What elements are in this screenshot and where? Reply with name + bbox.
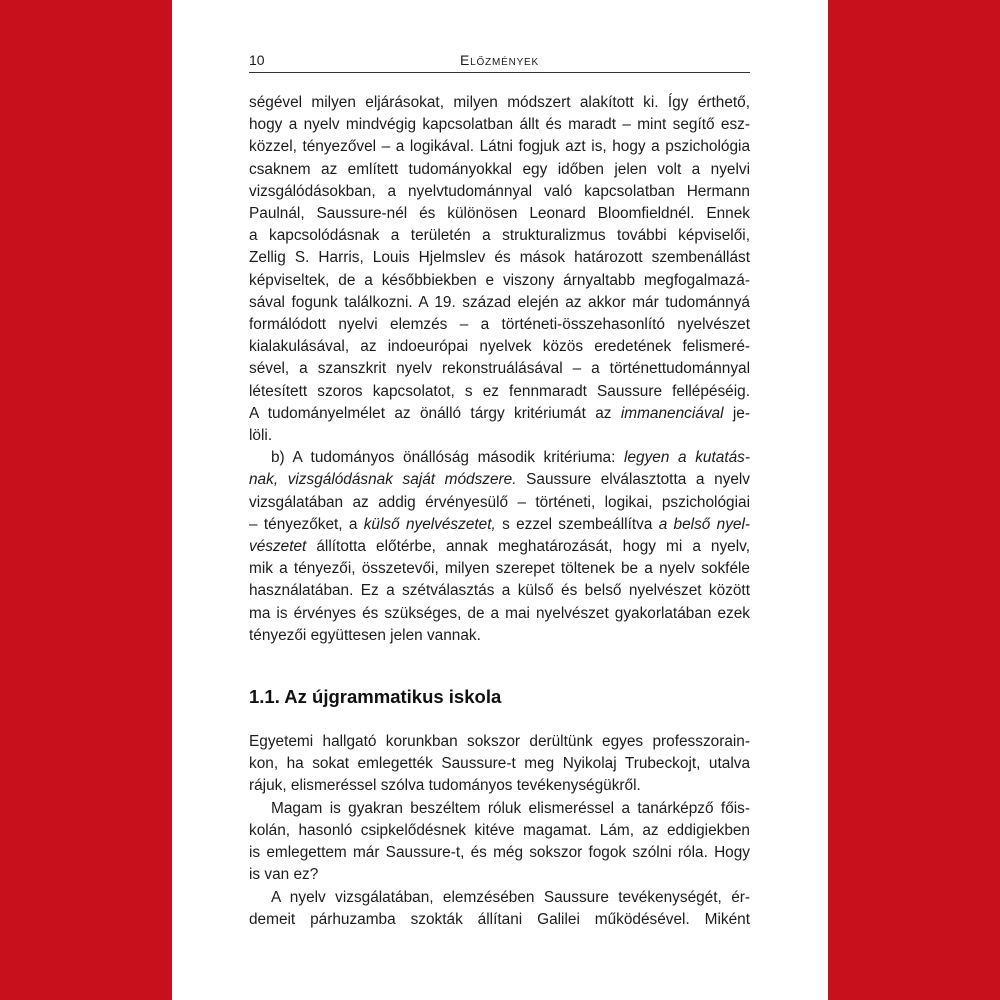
text-line	[249, 514, 750, 536]
text-line: sével, a szanszkrit nyelv rekonstruálásával – a történettudománnyal	[249, 360, 750, 378]
text-line: Zellig S. Harris, Louis Hjelmslev és mások határozott szembenállást	[249, 249, 750, 267]
text-line: vizsgálatában az addig érvényesülő – történeti, logikai, pszichológiai	[249, 493, 750, 511]
text-line: kolán, hasonló csipkelődésnek kitéve magamat. Lám, az eddigiekben	[249, 821, 750, 839]
text-line: formálódott nyelvi elemzés – a történeti-összehasonlító nyelvészet	[249, 316, 750, 334]
text-line: kialakulásával, az indoeurópai nyelvek közös eredetének felismeré-	[249, 338, 750, 356]
text-line: Paulnál, Saussure-nél és különösen Leonard Bloomfieldnél. Ennek	[249, 205, 750, 223]
text-line: kon, ha sokat emlegették Saussure-t meg Nyikolaj Trubeckojt, utalva	[249, 755, 750, 773]
text-line: is van ez?	[249, 866, 319, 884]
section-gap	[249, 647, 750, 675]
page-number: 10	[249, 52, 265, 68]
running-title: Előzmények	[459, 52, 540, 68]
text-line	[249, 536, 750, 558]
text-line: vizsgálódásokban, a nyelvtudománnyal való kapcsolatban Hermann	[249, 182, 750, 200]
text-span: b) A tudományos önállóság második kritériuma:	[271, 449, 625, 467]
page-header	[249, 50, 750, 73]
text-line: is emlegettem már Saussure-t, és még sokszor fogok szólni róla. Hogy	[249, 844, 750, 862]
text-line	[249, 447, 750, 469]
text-span: s ezzel szembeállítva	[495, 515, 659, 533]
text-line: ma is érvényes és szükséges, de a mai nyelvészet gyakorlatában ezek	[249, 604, 750, 622]
text-line: rájuk, elismeréssel szólva tudományos tevékenységükről.	[249, 777, 641, 795]
section-heading: 1.1. Az újgrammatikus iskola	[249, 686, 502, 708]
text-line: létesített szoros kapcsolatot, s ez fennmaradt Saussure fellépéséig.	[249, 382, 750, 400]
text-span: Saussure elválasztotta a nyelv	[516, 471, 750, 489]
italic-term: immanenciával	[620, 404, 724, 422]
text-span: je-	[723, 404, 750, 422]
text-line: sával fogunk találkozni. A 19. század elején az akkor már tudománnyá	[249, 293, 750, 311]
italic-term: külső nyelvészetet,	[363, 515, 496, 533]
text-line: Egyetemi hallgató korunkban sokszor derültünk egyes professzorain-	[249, 733, 750, 751]
text-line	[249, 403, 750, 425]
text-line: képviseltek, de a későbbiekben e viszony árnyaltabb megfogalmazá-	[249, 271, 750, 289]
text-line: a kapcsolódásnak a területén a strukturalizmus további képviselői,	[249, 227, 750, 245]
text-span: A tudományelmélet az önálló tárgy kritériumát az	[249, 404, 621, 422]
italic-term: legyen a kutatás-	[624, 449, 750, 467]
text-line: ségével milyen eljárásokat, milyen módszert alakított ki. Így érthető,	[249, 94, 750, 111]
text-line: tényezői együttesen jelen vannak.	[249, 626, 481, 644]
italic-term: a belső nyel-	[658, 515, 750, 533]
book-page	[172, 0, 828, 1000]
text-line: hogy a nyelv mindvégig kapcsolatban állt és maradt – mint segítő esz-	[249, 116, 750, 134]
italic-term: nak, vizsgálódásnak saját módszere.	[249, 471, 517, 489]
text-line: mik a tényezői, összetevői, milyen szerepet töltenek be a nyelv sokféle	[249, 560, 750, 578]
text-line: használatában. Ez a szétválasztás a külső és belső nyelvészet között	[249, 582, 750, 600]
text-line: A nyelv vizsgálatában, elemzésében Saussure tevékenységét, ér-	[271, 888, 750, 906]
text-line: löli.	[249, 427, 273, 445]
text-line: Magam is gyakran beszéltem róluk elismeréssel a tanárképző főis-	[271, 799, 750, 817]
text-span: – tényezőket, a	[249, 515, 364, 533]
text-line: csaknem az említett tudományokkal egy időben jelen volt a nyelvi	[249, 160, 750, 178]
text-line: demeit párhuzamba szokták állítani Galilei működésével. Miként	[249, 910, 750, 928]
italic-term: vészetet	[249, 538, 307, 556]
text-line: közzel, tényezővel – a logikával. Látni fogjuk azt is, hogy a pszichológia	[249, 138, 750, 156]
page-body	[249, 92, 750, 931]
text-span: állította előtérbe, annak meghatározását, hogy mi a nyelv,	[306, 538, 750, 556]
text-line	[249, 469, 750, 491]
